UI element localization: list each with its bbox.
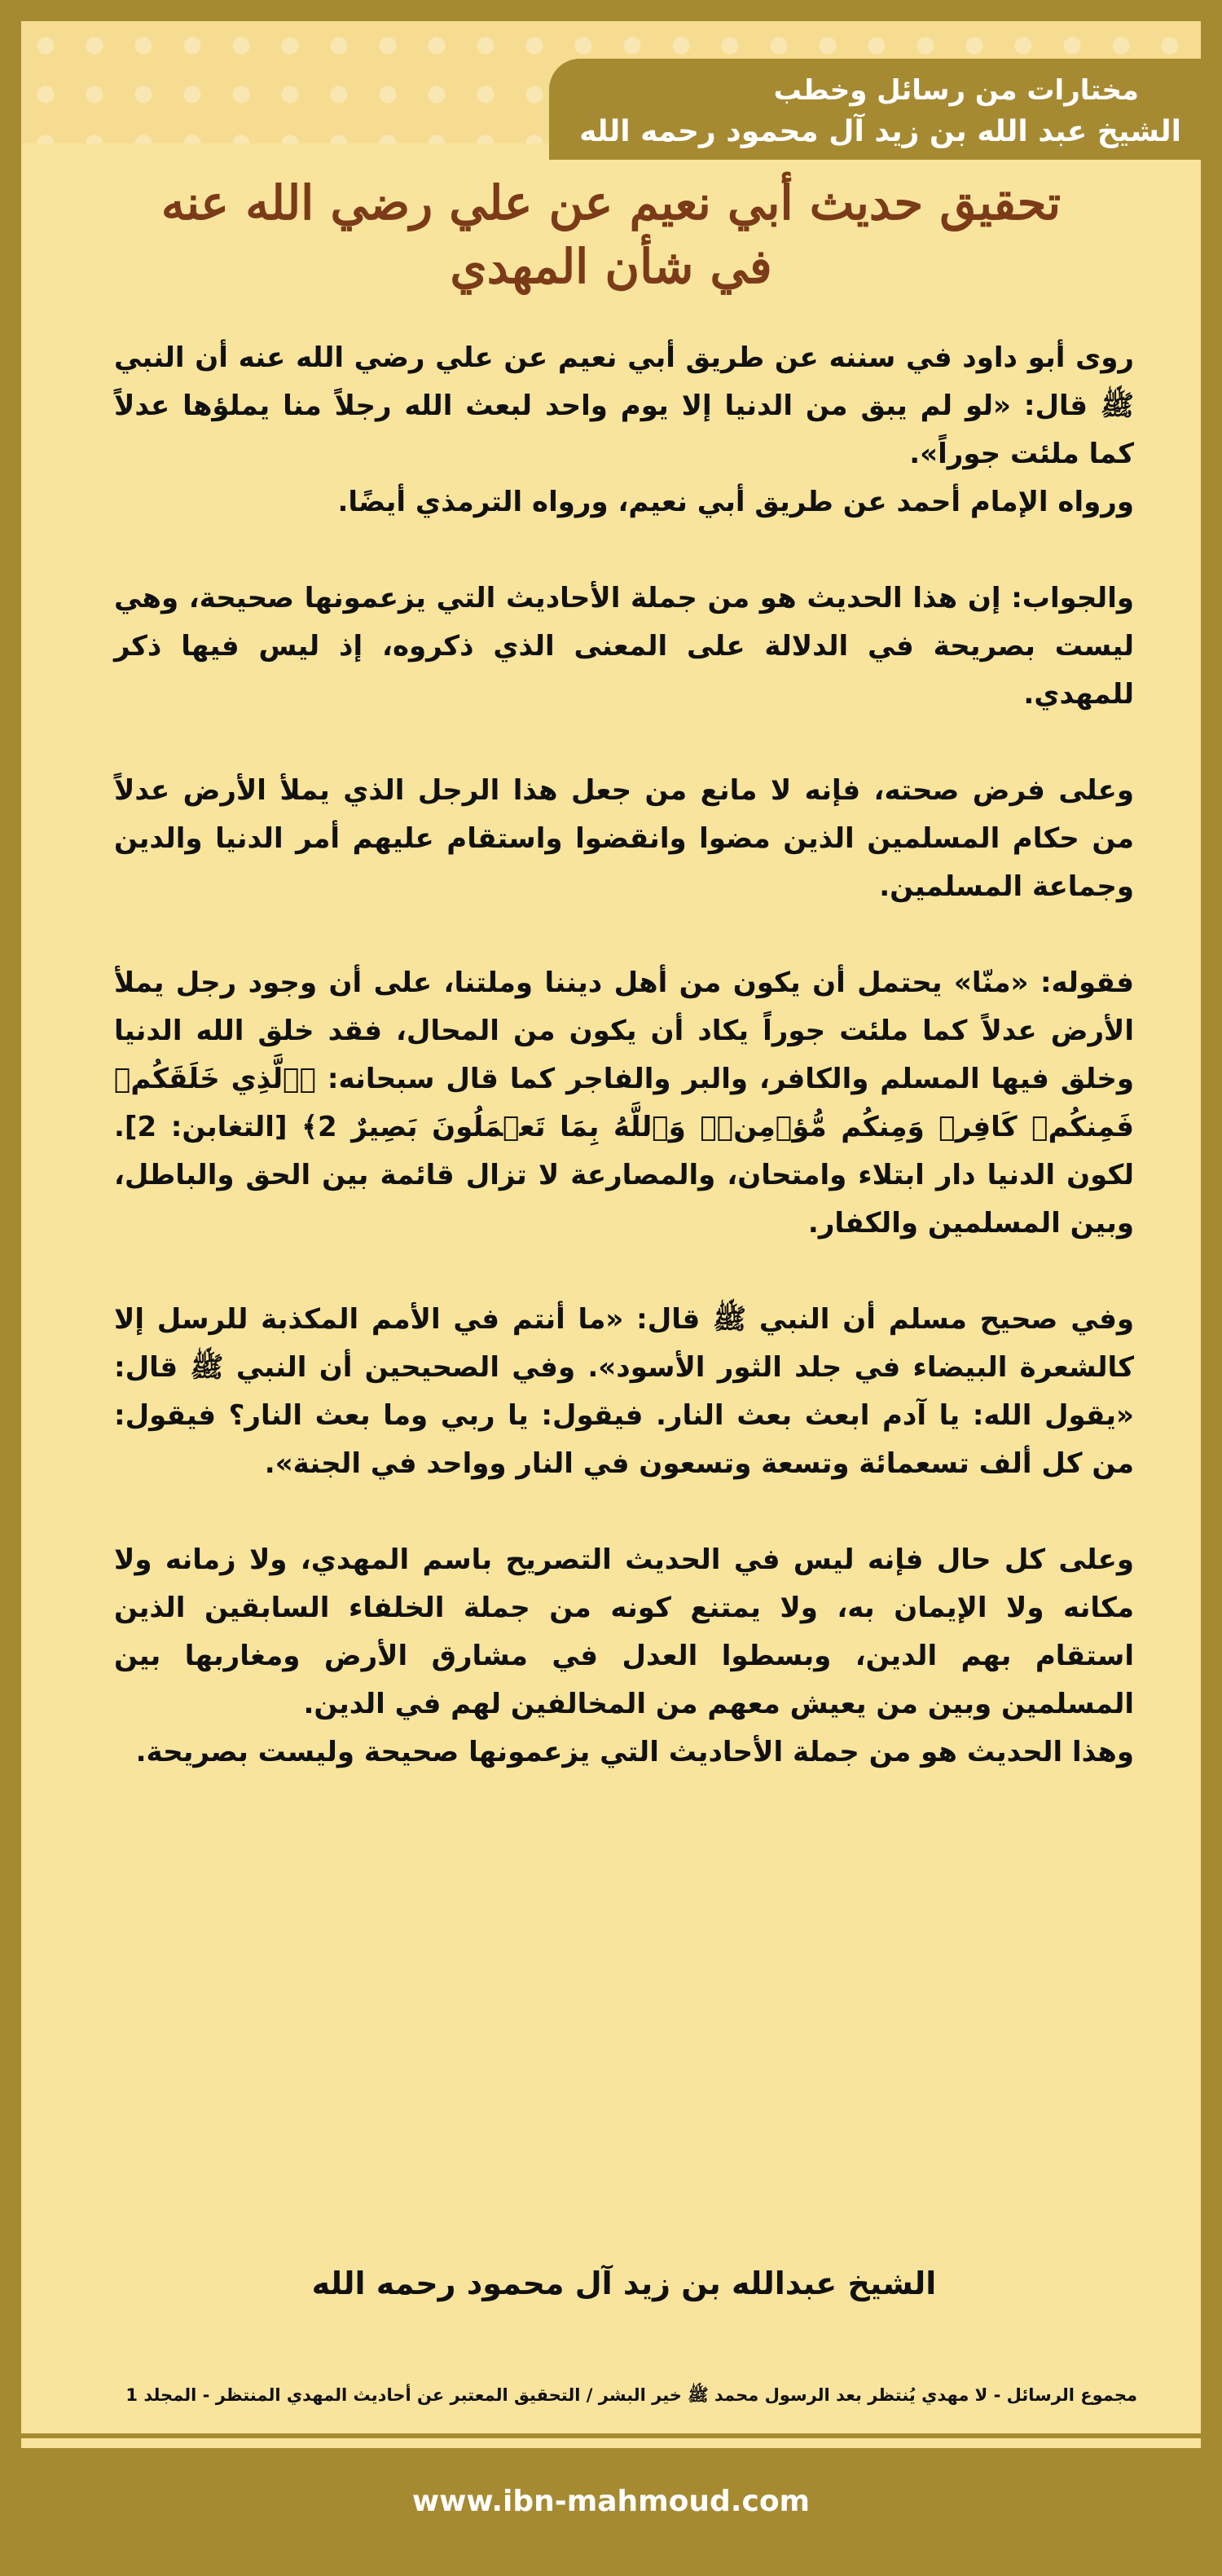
website-link[interactable]: www.ibn-mahmoud.com	[411, 2485, 811, 2518]
footer-bar	[21, 2448, 1201, 2555]
paragraph: فقوله: «منّا» يحتمل أن يكون من أهل ديننا وملتنا، على أن وجود رجل يملأ الأرض عدلاً كما ملئت جوراً يكاد أن يكون من المحال، فقد خلق الله الدنيا وخلق فيها المسلم والكافر، والبر والفاجر كما قال سبحانه: ﴿ٱلَّذِي خَلَقَكُمۡ فَمِنكُمۡ كَافِرٞ وَمِنكُم مُّؤۡمِنٞۚ وَٱللَّهُ بِمَا تَعۡمَلُونَ بَصِيرٌ 2﴾ [التغابن: 2]. لكون الدنيا دار ابتلاء وامتحان، والمصارعة لا تزال قائمة بين الحق والباطل، وبين المسلمين والكفار.	[114, 967, 1135, 1240]
title-line-1: تحقيق حديث أبي نعيم عن علي رضي الله عنه	[160, 175, 1062, 231]
paragraph: وعلى فرض صحته، فإنه لا مانع من جعل هذا الرجل الذي يملأ الأرض عدلاً من حكام المسلمين الذين مضوا وانقضوا واستقام عليهم أمر الدنيا والدين وجماعة المسلمين.	[114, 774, 1134, 903]
header-line-2: الشيخ عبد الله بن زيد آل محمود رحمه الله	[579, 115, 1181, 148]
header-box	[549, 59, 1201, 160]
footer-divider	[21, 2433, 1201, 2438]
paragraph: والجواب: إن هذا الحديث هو من جملة الأحاديث التي يزعمونها صحيحة، وهي ليست بصريحة في الدلالة على المعنى الذي ذكروه، إذ ليس فيها ذكر للمهدي.	[114, 582, 1134, 711]
page-title	[65, 171, 1157, 298]
paragraph: وعلى كل حال فإنه ليس في الحديث التصريح باسم المهدي، ولا زمانه ولا مكانه ولا الإيمان به، ولا يمتنع كونه من جملة الخلفاء السابقين الذين استقام بهم الدين، وبسطوا العدل في مشارق الأرض ومغاربها بين المسلمين وبين من يعيش معهم من المخالفين لهم في الدين. وهذا الحديث هو من جملة الأحاديث التي يزعمونها صحيحة وليست بصريحة.	[114, 1543, 1134, 1768]
source-reference: مجموع الرسائل - لا مهدي يُنتظر بعد الرسول محمد ﷺ خير البشر / التحقيق المعتبر عن أحاديث المهدي المنتظر - المجلد 1	[125, 2385, 1137, 2405]
article-body	[114, 334, 1134, 1825]
header-line-1: مختارات من رسائل وخطب	[773, 74, 1139, 107]
paragraph: وفي صحيح مسلم أن النبي ﷺ قال: «ما أنتم في الأمم المكذبة للرسل إلا كالشعرة البيضاء في جلد الثور الأسود». وفي الصحيحين أن النبي ﷺ قال: «يقول الله: يا آدم ابعث بعث النار. فيقول: يا ربي وما بعث النار؟ فيقول: من كل ألف تسعمائة وتسعة وتسعون في النار وواحد في الجنة».	[114, 1303, 1134, 1480]
title-line-2: في شأن المهدي	[450, 239, 772, 294]
author-signature: الشيخ عبدالله بن زيد آل محمود رحمه الله	[311, 2266, 937, 2301]
paragraph: روى أبو داود في سننه عن طريق أبي نعيم عن علي رضي الله عنه أن النبي ﷺ قال: «لو لم يبق من الدنيا إلا يوم واحد لبعث الله رجلاً منا يملؤها عدلاً كما ملئت جوراً». ورواه الإمام أحمد عن طريق أبي نعيم، ورواه الترمذي أيضًا.	[114, 341, 1134, 518]
